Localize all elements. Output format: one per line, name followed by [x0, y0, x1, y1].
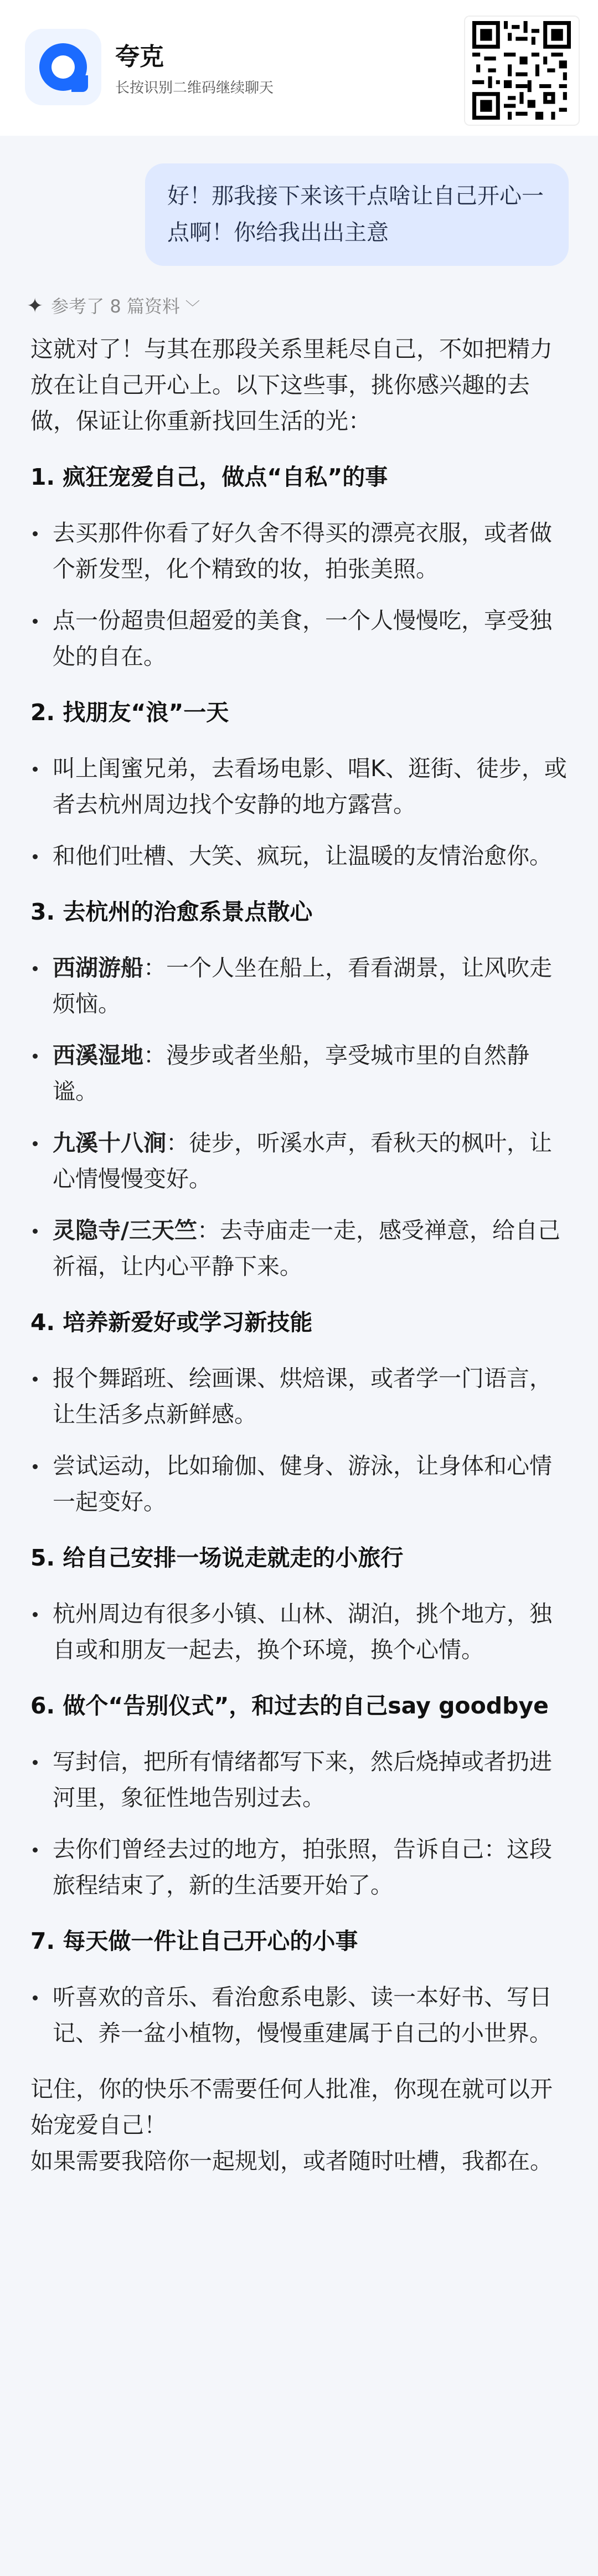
- chevron-down-icon: ﹀: [185, 300, 200, 316]
- list-item-text: 听喜欢的音乐、看治愈系电影、读一本好书、写日记、养一盆小植物，慢慢重建属于自己的小世界。: [53, 1984, 552, 2046]
- section-title: 5. 给自己安排一场说走就走的小旅行: [30, 1544, 404, 1571]
- list-item-text: 报个舞蹈班、绘画课、烘焙课，或者学一门语言，让生活多点新鲜感。: [53, 1365, 552, 1428]
- list-item-text: 去你们曾经去过的地方，拍张照，告诉自己：这段旅程结束了，新的生活要开始了。: [53, 1836, 552, 1898]
- list-item-keyword: 九溪十八涧: [53, 1130, 166, 1156]
- list-item-text: 杭州周边有很多小镇、山林、湖泊，挑个地方，独自或和朋友一起去，换个环境，换个心情。: [53, 1600, 552, 1663]
- section-title: 4. 培养新爱好或学习新技能: [30, 1309, 313, 1336]
- quark-logo-icon: [25, 29, 101, 105]
- qr-code[interactable]: [464, 16, 580, 126]
- answer-outro: 记住，你的快乐不需要任何人批准，你现在就可以开始宠爱自己！: [30, 2076, 553, 2138]
- section-list: [30, 1979, 568, 2051]
- list-item: [30, 1038, 568, 1110]
- reference-toggle[interactable]: [27, 293, 200, 320]
- answer-closing: 如果需要我陪你一起规划，或者随时吐槽，我都在。: [30, 2148, 553, 2174]
- list-item: [30, 515, 568, 587]
- list-item: [30, 1744, 568, 1816]
- list-item-text: 叫上闺蜜兄弟，去看场电影、唱K、逛街、徒步，或者去杭州周边找个安静的地方露营。: [53, 755, 567, 818]
- list-item-text: 去买那件你看了好久舍不得买的漂亮衣服，或者做个新发型，化个精致的妆，拍张美照。: [53, 520, 552, 582]
- list-item-keyword: 灵隐寺/三天竺: [53, 1217, 197, 1244]
- app-header: [0, 0, 598, 136]
- list-item-keyword: 西溪湿地: [53, 1042, 143, 1069]
- section-title: 1. 疯狂宠爱自己，做点“自私”的事: [30, 464, 388, 490]
- section-list: [30, 950, 568, 1285]
- list-item-text: 尝试运动，比如瑜伽、健身、游泳，让身体和心情一起变好。: [53, 1453, 552, 1515]
- user-message-bubble: 好！那我接下来该干点啥让自己开心一点啊！你给我出出主意: [145, 163, 569, 266]
- app-subtitle: 长按识别二维码继续聊天: [115, 80, 274, 96]
- list-item: [30, 1125, 568, 1197]
- list-item: [30, 950, 568, 1022]
- list-item: [30, 1361, 568, 1433]
- section-title: 7. 每天做一件让自己开心的小事: [30, 1928, 358, 1954]
- section-title: 2. 找朋友“浪”一天: [30, 699, 229, 726]
- list-item-text: ：一个人坐在船上，看看湖景，让风吹走烦恼。: [53, 955, 552, 1017]
- list-item: [30, 1831, 568, 1903]
- list-item: [30, 1448, 568, 1520]
- list-item: [30, 603, 568, 675]
- app-name: 夸克: [115, 43, 164, 71]
- answer-intro: 这就对了！与其在那段关系里耗尽自己，不如把精力放在让自己开心上。以下这些事，挑你感兴趣的去做，保证让你重新找回生活的光：: [30, 336, 553, 434]
- assistant-answer: [30, 331, 568, 2179]
- section-list: [30, 1744, 568, 1903]
- list-item-text: ：漫步或者坐船，享受城市里的自然静谧。: [53, 1042, 529, 1105]
- list-item-text: 写封信，把所有情绪都写下来，然后烧掉或者扔进河里，象征性地告别过去。: [53, 1748, 552, 1811]
- list-item-text: ：去寺庙走一走，感受禅意，给自己祈福，让内心平静下来。: [53, 1217, 560, 1280]
- list-item-text: 点一份超贵但超爱的美食，一个人慢慢吃，享受独处的自在。: [53, 607, 552, 670]
- list-item: [30, 838, 568, 874]
- section-list: [30, 751, 568, 874]
- section-title: 6. 做个“告别仪式”，和过去的自己say goodbye: [30, 1692, 549, 1719]
- sparkle-icon: ✦: [27, 295, 44, 317]
- section-list: [30, 1361, 568, 1520]
- reference-label: 参考了 8 篇资料: [51, 296, 180, 317]
- qr-code-icon: [472, 21, 571, 120]
- list-item-text: 和他们吐槽、大笑、疯玩，让温暖的友情治愈你。: [53, 843, 552, 869]
- list-item: [30, 1596, 568, 1668]
- list-item: [30, 1213, 568, 1285]
- list-item-keyword: 西湖游船: [53, 955, 143, 981]
- list-item: [30, 1979, 568, 2051]
- section-list: [30, 515, 568, 675]
- section-list: [30, 1596, 568, 1668]
- list-item-text: ：徒步，听溪水声，看秋天的枫叶，让心情慢慢变好。: [53, 1130, 552, 1192]
- list-item: [30, 751, 568, 823]
- section-title: 3. 去杭州的治愈系景点散心: [30, 899, 313, 925]
